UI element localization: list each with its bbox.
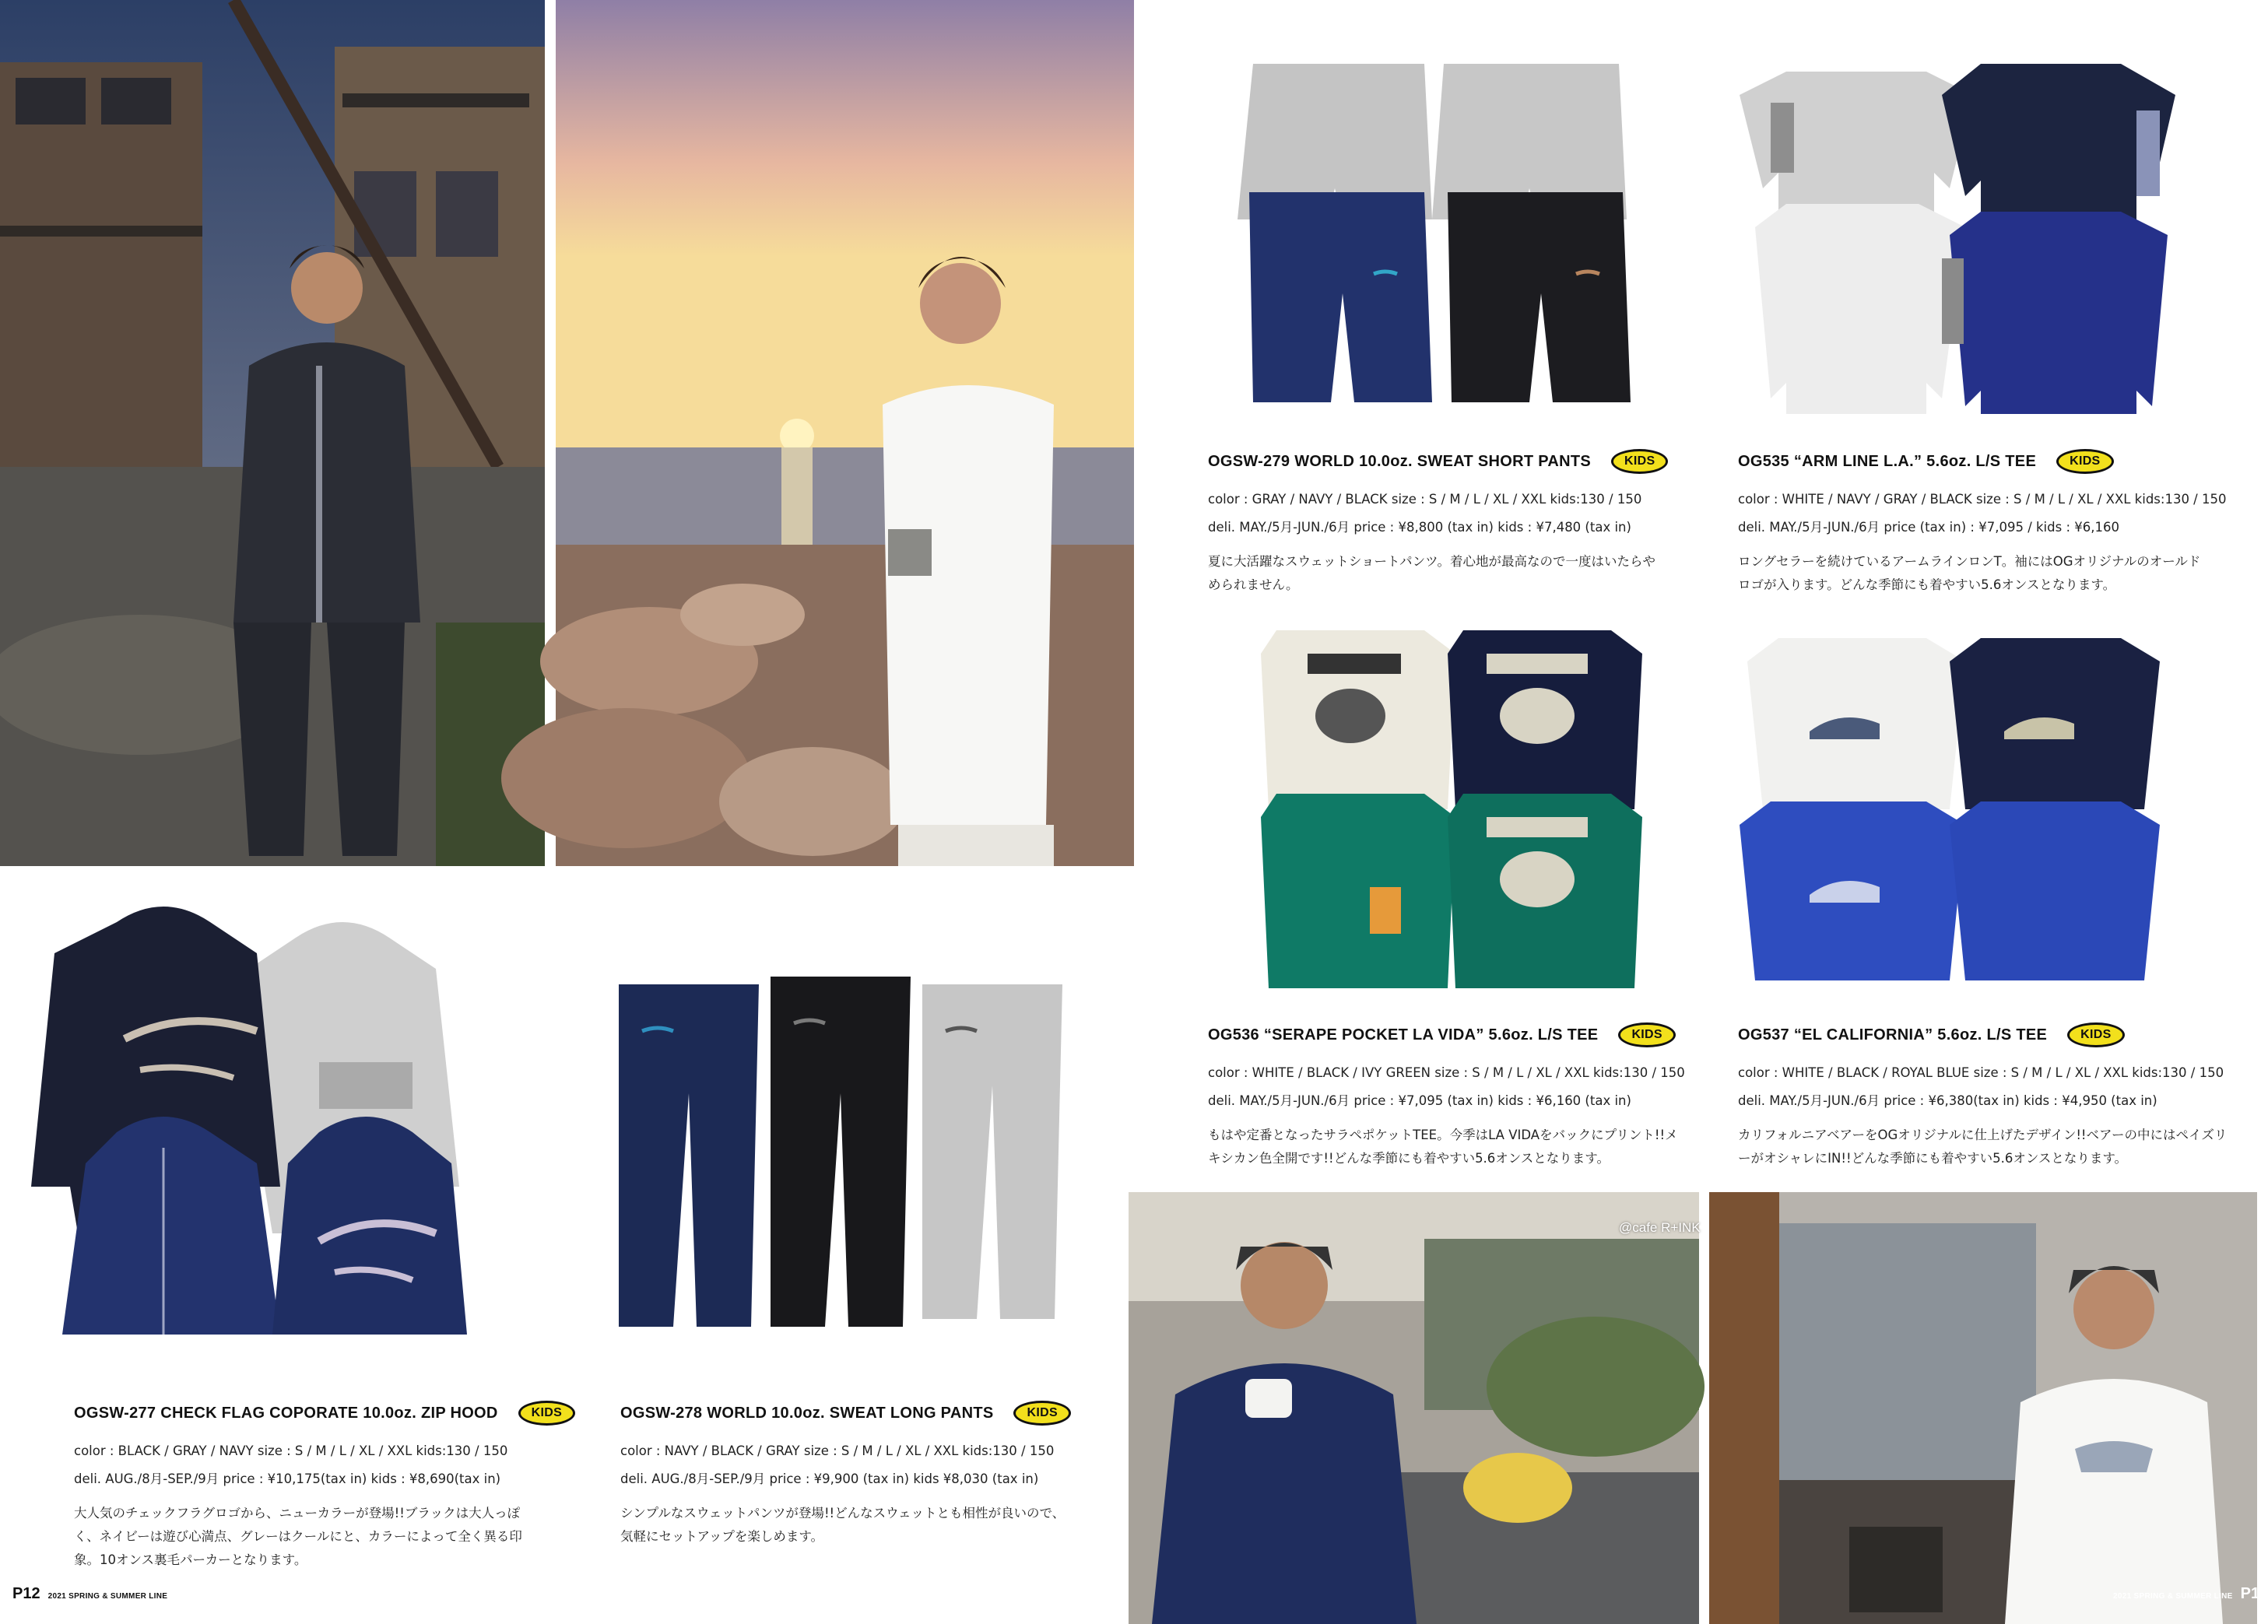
product-title: OGSW-278 WORLD 10.0oz. SWEAT LONG PANTS xyxy=(620,1404,994,1422)
product-title: OGSW-277 CHECK FLAG COPORATE 10.0oz. ZIP HOOD xyxy=(74,1404,498,1422)
product-block-ogsw-279 xyxy=(1208,446,1690,597)
product-description: シンプルなスウェットパンツが登場!!どんなスウェットとも相性が良いので、気軽にセットアップを楽しめます。 xyxy=(620,1506,1066,1544)
product-spec-delivery: deli. MAY./5月-JUN./6月 price : ¥7,095 (tax in) kids : ¥6,160 (tax in) xyxy=(1208,1093,1631,1108)
product-title: OG536 “SERAPE POCKET LA VIDA” 5.6oz. L/S TEE xyxy=(1208,1026,1599,1043)
product-title: OGSW-279 WORLD 10.0oz. SWEAT SHORT PANTS xyxy=(1208,452,1592,470)
footer-right xyxy=(2113,1585,2268,1603)
kids-badge: KIDS xyxy=(1013,1401,1070,1426)
page-number: P13 xyxy=(2240,1585,2268,1602)
product-spec-delivery: deli. MAY./5月-JUN./6月 price (tax in) : ¥7,095 / kids : ¥6,160 xyxy=(1738,520,2119,535)
product-spec-color: color : WHITE / BLACK / IVY GREEN size : S / M / L / XL / XXL kids:130 / 150 xyxy=(1208,1065,1685,1080)
kids-badge: KIDS xyxy=(2067,1022,2124,1047)
product-block-ogsw-278 xyxy=(620,1398,1103,1549)
product-description: 大人気のチェックフラグロゴから、ニューカラーが登場!!ブラックは大人っぽく、ネイビーは遊び心満点、グレーはクールにと、カラーによって全く異る印象。10オンス裏毛パーカーとなります。 xyxy=(74,1506,522,1567)
product-block-ogsw-277 xyxy=(74,1398,563,1572)
product-image-arm-line-tee xyxy=(1755,56,2179,418)
product-description: ロングセラーを続けているアームラインロンT。袖にはOGオリジナルのオールドロゴが入ります。どんな季節にも着やすい5.6オンスとなります。 xyxy=(1738,554,2201,592)
product-spec-color: color : GRAY / NAVY / BLACK size : S / M / L / XL / XXL kids:130 / 150 xyxy=(1208,492,1642,507)
product-spec-color: color : BLACK / GRAY / NAVY size : S / M / L / XL / XXL kids:130 / 150 xyxy=(74,1443,508,1458)
product-spec-delivery: deli. AUG./8月-SEP./9月 price : ¥9,900 (tax in) kids ¥8,030 (tax in) xyxy=(620,1471,1039,1486)
product-block-og536 xyxy=(1208,1019,1706,1170)
model-photo-street xyxy=(0,0,545,866)
product-block-og537 xyxy=(1738,1019,2236,1170)
product-spec-color: color : WHITE / NAVY / GRAY / BLACK size : S / M / L / XL / XXL kids:130 / 150 xyxy=(1738,492,2227,507)
product-block-og535 xyxy=(1738,446,2236,597)
season-line: 2021 SPRING & SUMMER LINE xyxy=(47,1592,168,1601)
product-image-short-pants xyxy=(1241,56,1638,410)
product-spec-delivery: deli. MAY./5月-JUN./6月 price : ¥8,800 (tax in) kids : ¥7,480 (tax in) xyxy=(1208,520,1631,535)
product-description: もはや定番となったサラペポケットTEE。今季はLA VIDAをバックにプリント!!メキシカン色全開です!!どんな季節にも着やすい5.6オンスとなります。 xyxy=(1208,1128,1678,1166)
product-spec-delivery: deli. AUG./8月-SEP./9月 price : ¥10,175(tax in) kids : ¥8,690(tax in) xyxy=(74,1471,501,1486)
product-spec-color: color : WHITE / BLACK / ROYAL BLUE size : S / M / L / XL / XXL kids:130 / 150 xyxy=(1738,1065,2224,1080)
page-number: P12 xyxy=(12,1585,40,1602)
product-title: OG535 “ARM LINE L.A.” 5.6oz. L/S TEE xyxy=(1738,452,2037,470)
kids-badge: KIDS xyxy=(1611,449,1668,474)
model-photo-sunset xyxy=(556,0,1134,866)
product-image-el-california-tee xyxy=(1755,623,2171,988)
product-image-zip-hood xyxy=(62,907,475,1350)
product-image-long-pants xyxy=(611,977,1078,1342)
product-description: カリフォルニアベアーをOGオリジナルに仕上げたデザイン!!ベアーの中にはペイズリーがオシャレにIN!!どんな季節にも着やすい5.6オンスとなります。 xyxy=(1738,1128,2228,1166)
product-image-serape-tee xyxy=(1253,623,1650,1000)
model-photo-cafe-tee xyxy=(1709,1192,2257,1624)
kids-badge: KIDS xyxy=(518,1401,575,1426)
photo-credit: @cafe R+INK xyxy=(1619,1220,1701,1235)
product-spec-color: color : NAVY / BLACK / GRAY size : S / M / L / XL / XXL kids:130 / 150 xyxy=(620,1443,1055,1458)
product-title: OG537 “EL CALIFORNIA” 5.6oz. L/S TEE xyxy=(1738,1026,2048,1043)
model-photo-cafe-hood xyxy=(1129,1192,1699,1624)
footer-left xyxy=(12,1585,167,1603)
season-line: 2021 SPRING & SUMMER LINE xyxy=(2113,1592,2233,1601)
product-spec-delivery: deli. MAY./5月-JUN./6月 price : ¥6,380(tax in) kids : ¥4,950 (tax in) xyxy=(1738,1093,2157,1108)
kids-badge: KIDS xyxy=(1618,1022,1675,1047)
product-description: 夏に大活躍なスウェットショートパンツ。着心地が最高なので一度はいたらやめられません。 xyxy=(1208,554,1656,592)
kids-badge: KIDS xyxy=(2056,449,2113,474)
